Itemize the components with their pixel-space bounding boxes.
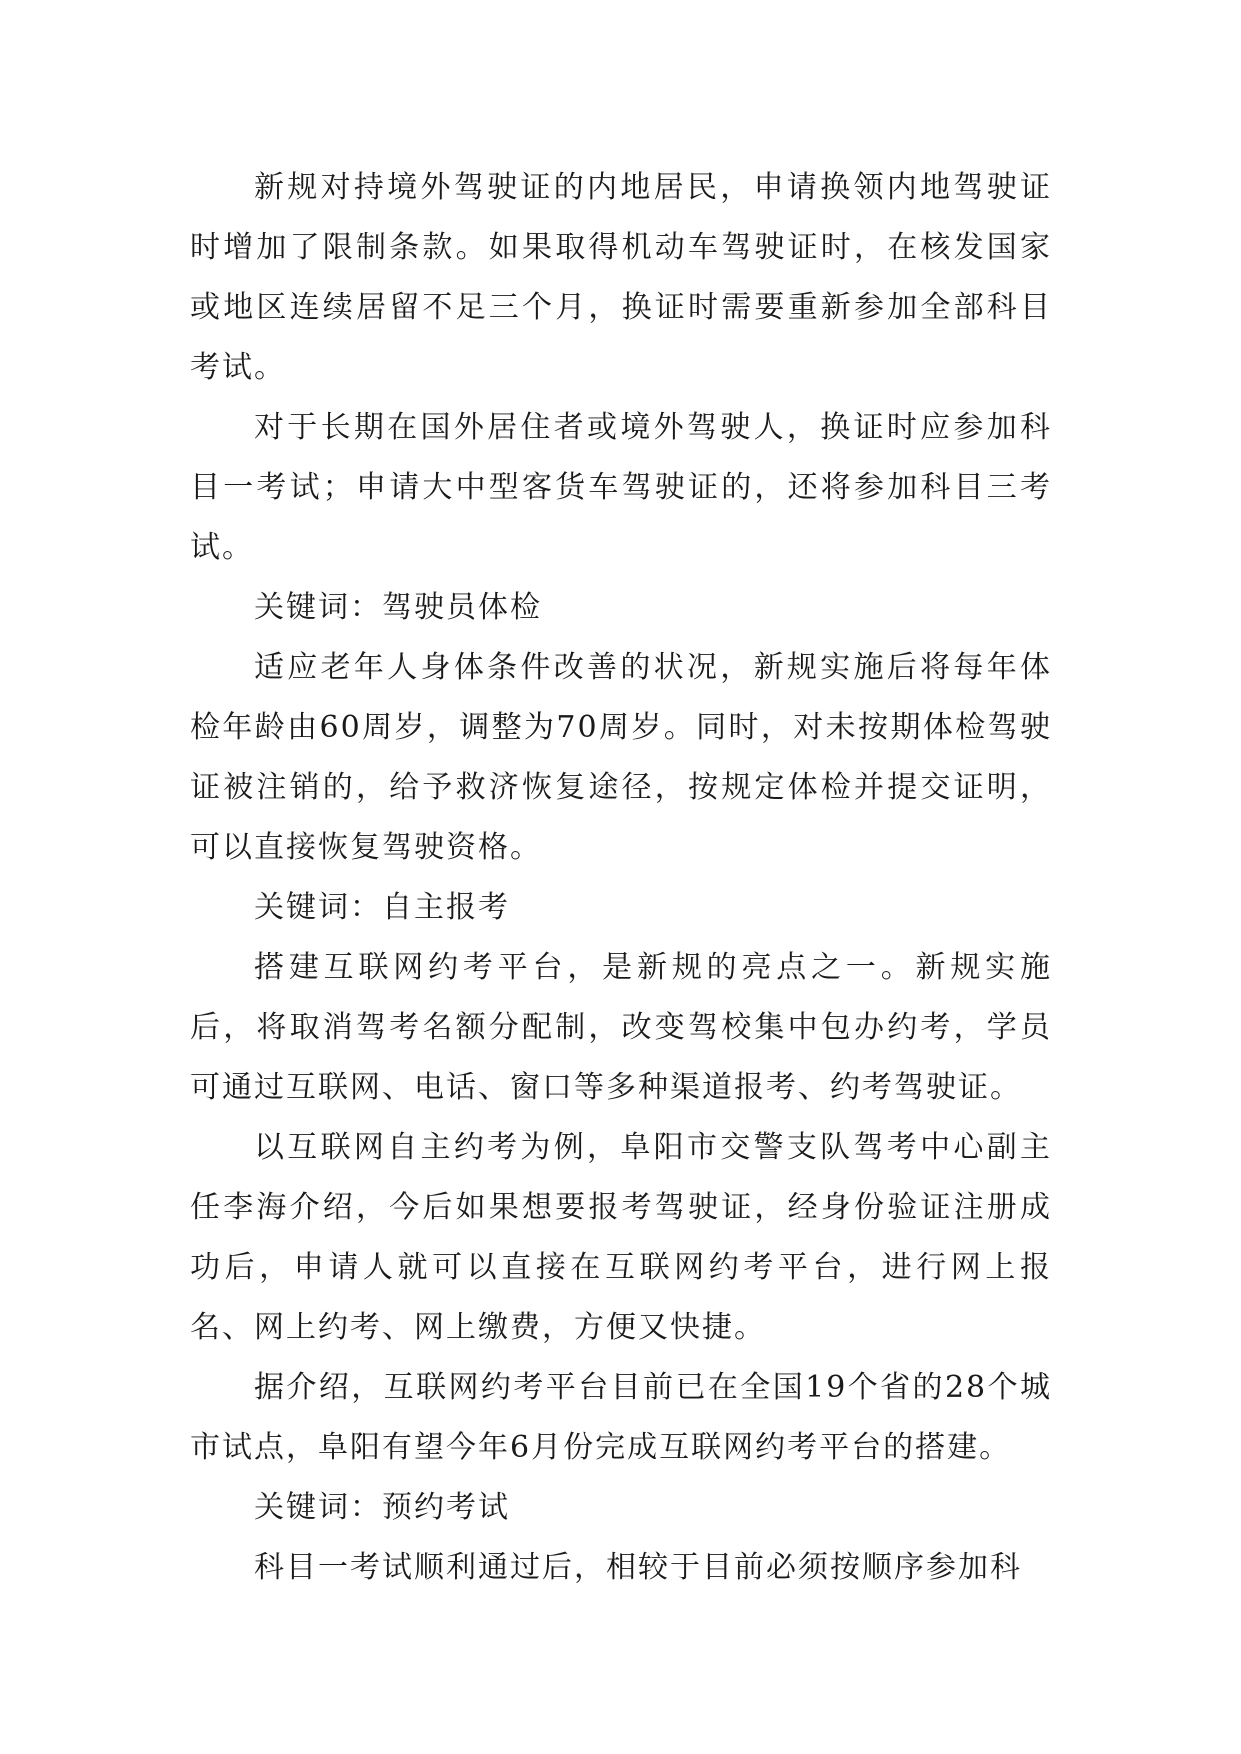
paragraph-online-platform: 搭建互联网约考平台，是新规的亮点之一。新规实施后，将取消驾考名额分配制，改变驾校集中包办约考，学员可通过互联网、电话、窗口等多种渠道报考、约考驾驶证。 xyxy=(190,950,1052,1105)
document-body xyxy=(190,158,1052,1598)
paragraph-subject-one: 科目一考试顺利通过后，相较于目前必须按顺序参加科 xyxy=(254,1550,1022,1585)
paragraph-medical-exam: 适应老年人身体条件改善的状况，新规实施后将每年体检年龄由60周岁，调整为70周岁。同时，对未按期体检驾驶证被注销的，给予救济恢复途径，按规定体检并提交证明，可以直接恢复驾驶资格。 xyxy=(190,650,1052,865)
keyword-heading-medical-exam: 关键词：驾驶员体检 xyxy=(254,590,542,625)
paragraph-pilot-cities: 据介绍，互联网约考平台目前已在全国19个省的28个城市试点，阜阳有望今年6月份完成互联网约考平台的搭建。 xyxy=(190,1370,1052,1465)
keyword-heading-self-registration: 关键词：自主报考 xyxy=(254,890,510,925)
paragraph-fuyang-example: 以互联网自主约考为例，阜阳市交警支队驾考中心副主任李海介绍，今后如果想要报考驾驶证，经身份验证注册成功后，申请人就可以直接在互联网约考平台，进行网上报名、网上约考、网上缴费，方便又快捷。 xyxy=(190,1130,1052,1345)
paragraph-long-term-abroad: 对于长期在国外居住者或境外驾驶人，换证时应参加科目一考试；申请大中型客货车驾驶证的，还将参加科目三考试。 xyxy=(190,410,1052,565)
keyword-heading-appointment: 关键词：预约考试 xyxy=(254,1490,510,1525)
paragraph-foreign-license: 新规对持境外驾驶证的内地居民，申请换领内地驾驶证时增加了限制条款。如果取得机动车驾驶证时，在核发国家或地区连续居留不足三个月，换证时需要重新参加全部科目考试。 xyxy=(190,170,1052,385)
